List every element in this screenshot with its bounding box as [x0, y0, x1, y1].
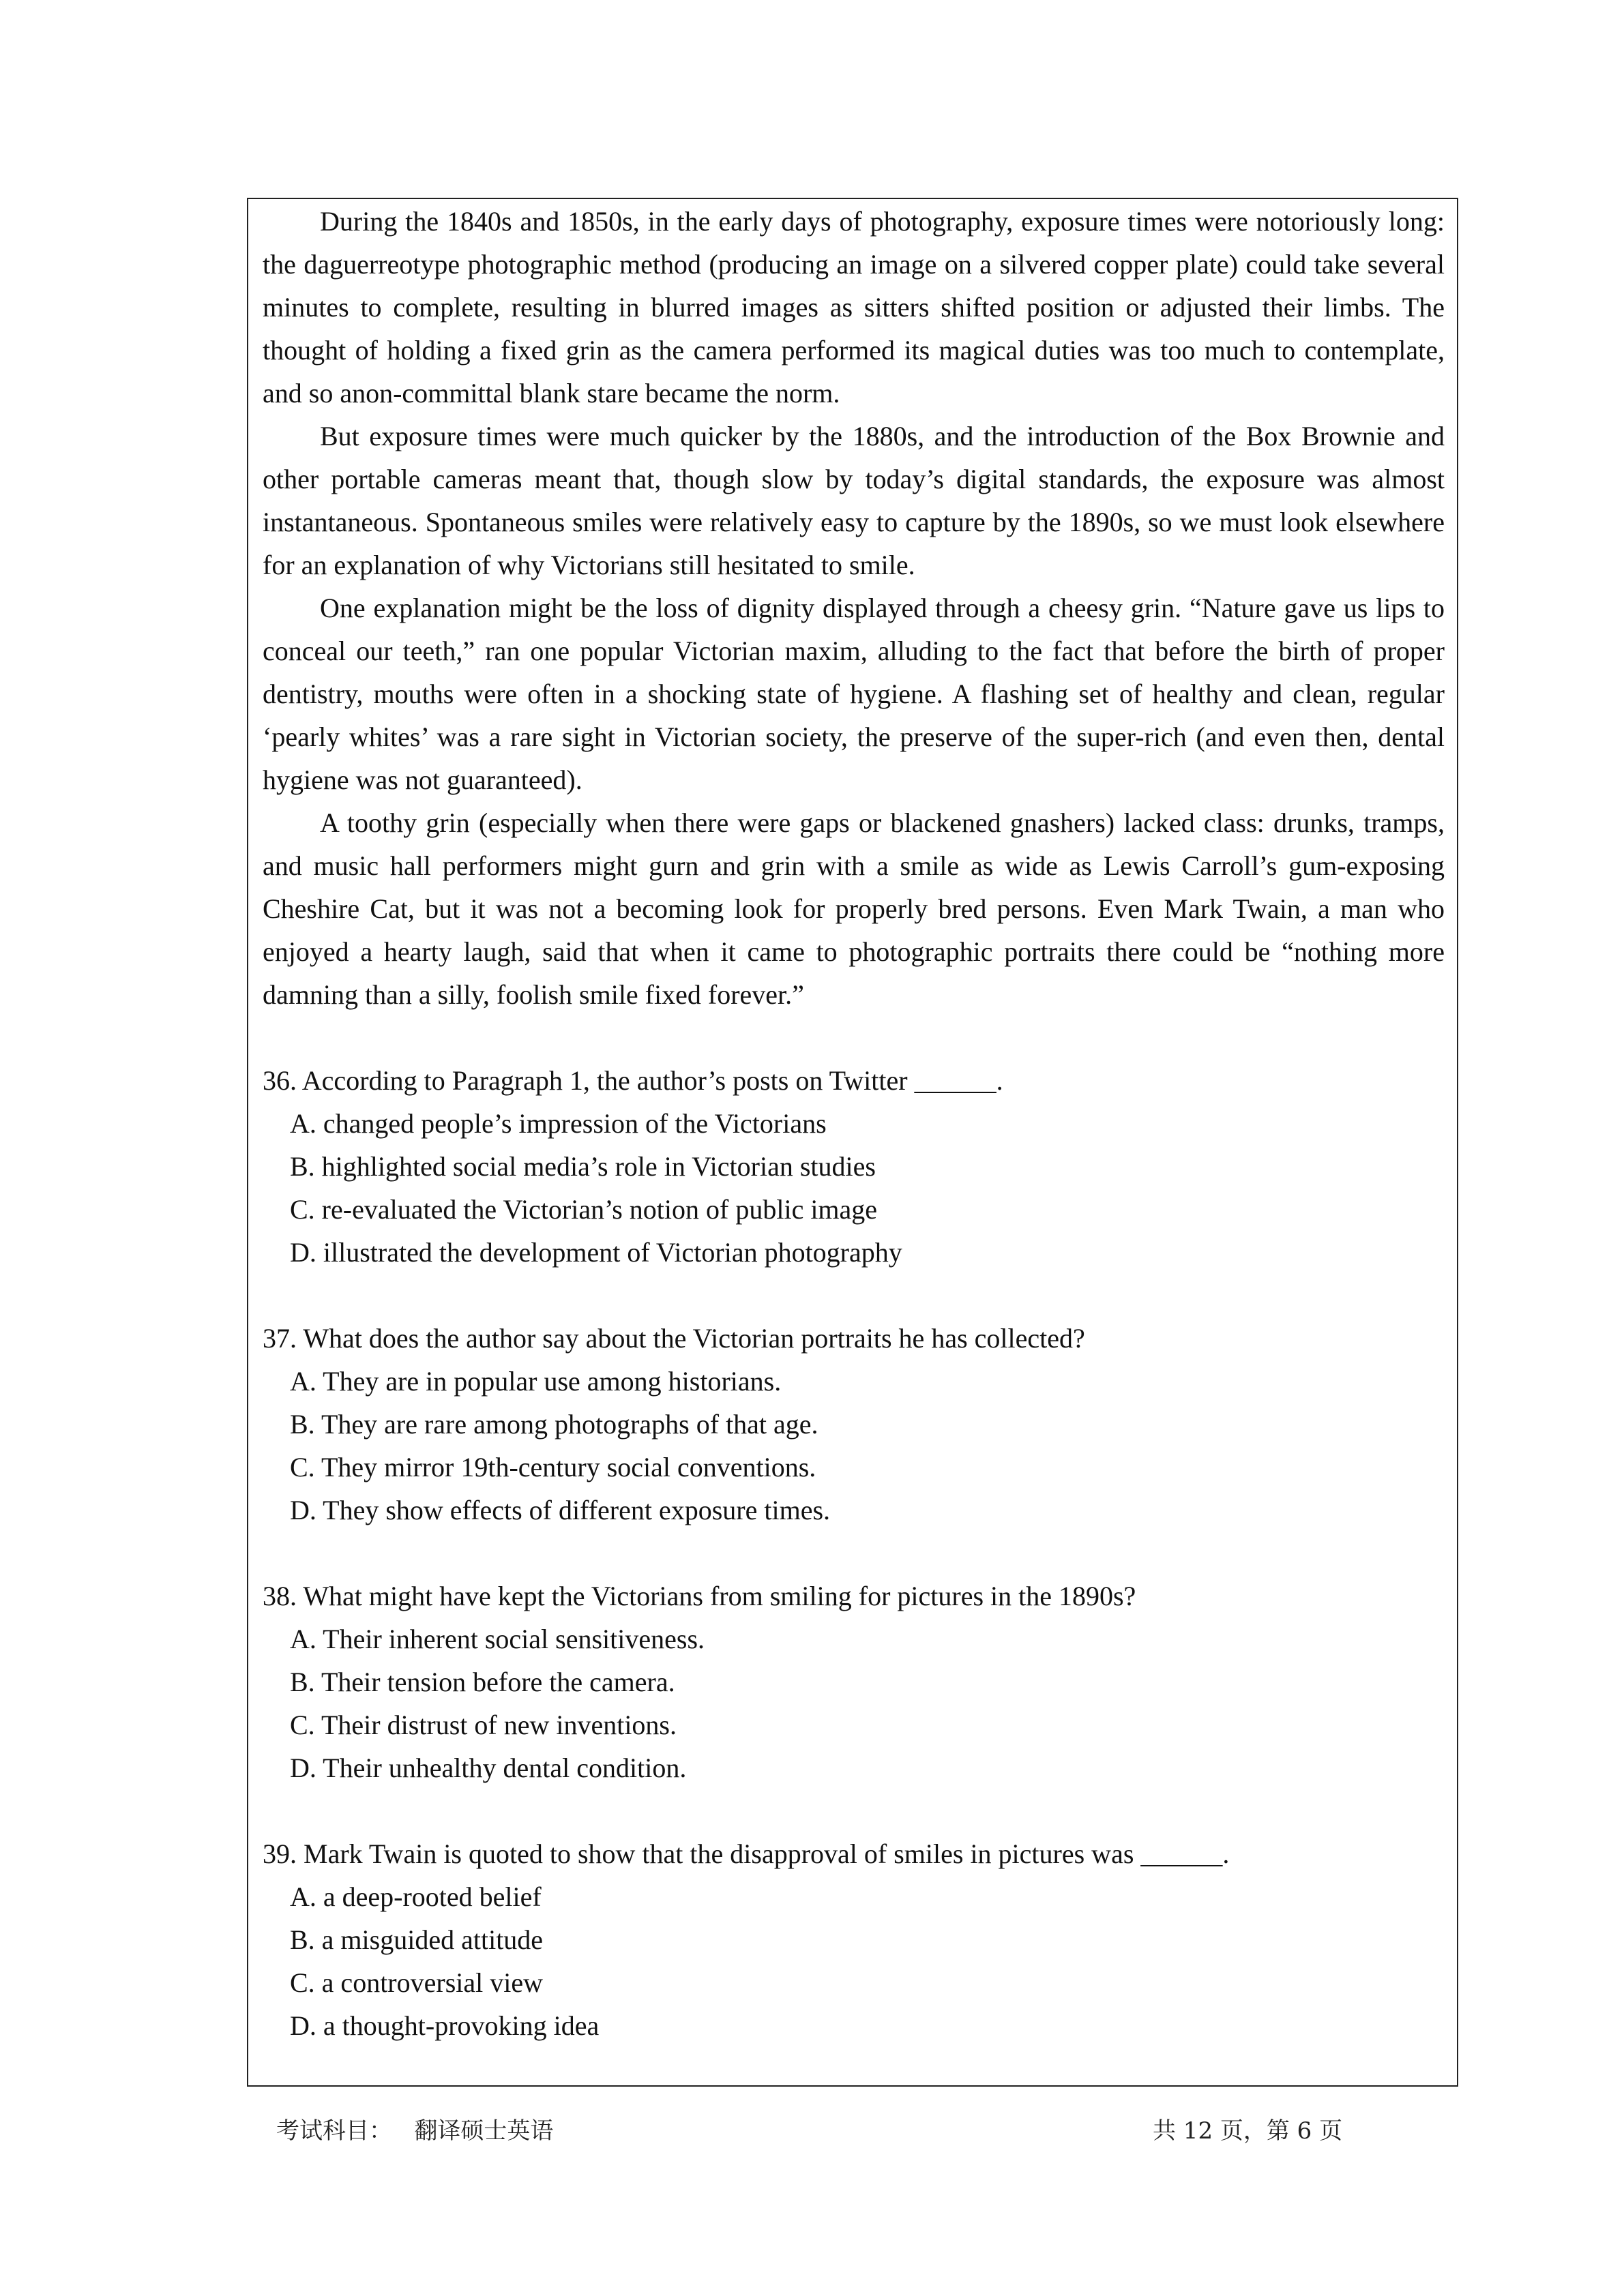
answer-option-a: A. They are in popular use among historians. — [290, 1366, 782, 1397]
question-stem: 36. According to Paragraph 1, the author’s posts on Twitter ______. — [263, 1065, 1003, 1096]
answer-option-c: C. re-evaluated the Victorian’s notion of public image — [290, 1194, 878, 1225]
answer-option-d: D. illustrated the development of Victorian photography — [290, 1237, 902, 1268]
question-stem: 38. What might have kept the Victorians from smiling for pictures in the 1890s? — [263, 1581, 1136, 1611]
passage-paragraph: One explanation might be the loss of dignity displayed through a cheesy grin. “Nature gave us lips to conceal our teeth,” ran one popular Victorian maxim, alluding to the fact that before the birth of proper dentistry, mouths were often in a shocking state of hygiene. A flashing set of healthy and clean, regular ‘pearly whites’ was a rare sight in Victorian society, the preserve of the super-rich (and even then, dental hygiene was not guaranteed). — [263, 593, 1445, 795]
answer-option-b: B. They are rare among photographs of that age. — [290, 1409, 818, 1440]
answer-option-b: B. a misguided attitude — [290, 1924, 544, 1955]
answer-option-c: C. Their distrust of new inventions. — [290, 1710, 677, 1740]
passage-paragraph: But exposure times were much quicker by the 1880s, and the introduction of the Box Brownie and other portable cameras meant that, though slow by today’s digital standards, the exposure was almost instantaneous. Spontaneous smiles were relatively easy to capture by the 1890s, so we must look elsewhere for an explanation of why Victorians still hesitated to smile. — [263, 421, 1445, 580]
question-39 — [263, 1832, 1445, 2047]
passage-paragraph: A toothy grin (especially when there were gaps or blackened gnashers) lacked class: drunks, tramps, and music hall performers might gurn and grin with a smile as wide as Lewis Carroll’s gum-exposing Cheshire Cat, but it was not a becoming look for properly bred persons. Even Mark Twain, a man who enjoyed a hearty laugh, said that when it came to photographic portraits there could be “nothing more damning than a silly, foolish smile fixed forever.” — [263, 807, 1445, 1010]
answer-option-c: C. a controversial view — [290, 1967, 543, 1998]
exam-content — [263, 200, 1445, 2047]
question-stem: 39. Mark Twain is quoted to show that the disapproval of smiles in pictures was ______. — [263, 1838, 1230, 1869]
footer-exam-subject: 考试科目： 翻译硕士英语 — [276, 2117, 554, 2145]
answer-option-d: D. a thought-provoking idea — [290, 2010, 600, 2041]
reading-passage — [263, 200, 1445, 1016]
question-38 — [263, 1575, 1445, 1789]
passage-paragraph: During the 1840s and 1850s, in the early days of photography, exposure times were notoriously long: the daguerreotype photographic method (producing an image on a silvered copper plate) could take several minutes to complete, resulting in blurred images as sitters shifted position or adjusted their limbs. The thought of holding a fixed grin as the camera performed its magical duties was too much to contemplate, and so anon-committal blank stare became the norm. — [263, 206, 1445, 408]
question-36 — [263, 1059, 1445, 1274]
answer-option-d: D. They show effects of different exposure times. — [290, 1495, 831, 1525]
answer-option-d: D. Their unhealthy dental condition. — [290, 1753, 687, 1783]
footer-page-number: 共 12 页，第 6 页 — [1153, 2117, 1343, 2145]
answer-option-c: C. They mirror 19th-century social conventions. — [290, 1452, 816, 1482]
question-stem: 37. What does the author say about the Victorian portraits he has collected? — [263, 1323, 1085, 1354]
answer-option-b: B. highlighted social media’s role in Victorian studies — [290, 1151, 876, 1182]
answer-option-a: A. a deep-rooted belief — [290, 1881, 542, 1912]
question-37 — [263, 1317, 1445, 1532]
answer-option-a: A. changed people’s impression of the Victorians — [290, 1108, 827, 1139]
answer-option-a: A. Their inherent social sensitiveness. — [290, 1624, 705, 1654]
answer-option-b: B. Their tension before the camera. — [290, 1667, 675, 1697]
